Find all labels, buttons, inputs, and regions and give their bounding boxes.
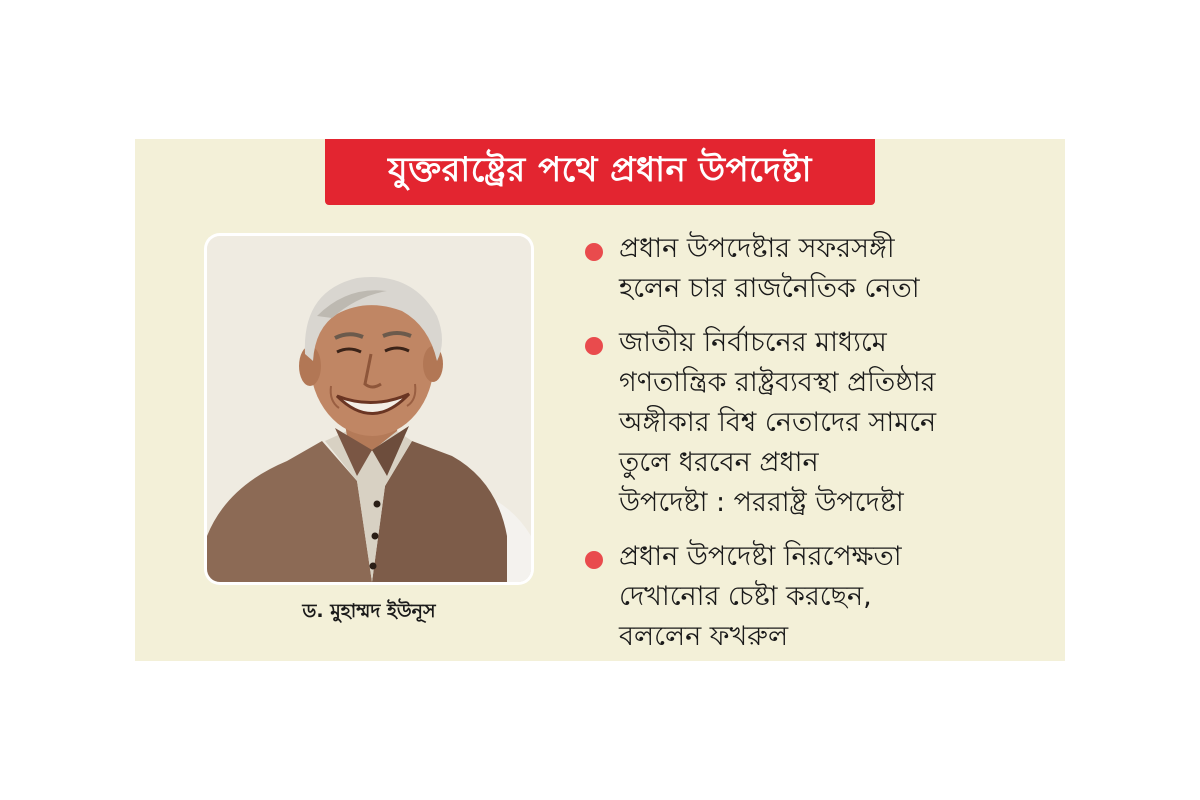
bullet-line: উপদেষ্টা : পররাষ্ট্র উপদেষ্টা [619,487,904,518]
bullet-dot-icon [585,243,603,261]
bullet-item [581,537,1051,657]
bullet-dot-icon [585,551,603,569]
photo-caption: ড. মুহাম্মদ ইউনূস [302,600,436,622]
bullet-line: প্রধান উপদেষ্টা নিরপেক্ষতা [619,541,902,572]
news-card [135,139,1065,661]
bullet-dot-icon [585,337,603,355]
bullet-item [581,323,1051,523]
bullet-line: দেখানোর চেষ্টা করছেন, [619,581,872,612]
bullet-line: তুলে ধরবেন প্রধান [619,447,819,478]
bullet-line: হলেন চার রাজনৈতিক নেতা [619,273,920,304]
bullet-line: জাতীয় নির্বাচনের মাধ্যমে [619,327,887,358]
portrait-photo [207,236,531,582]
bullet-line: অঙ্গীকার বিশ্ব নেতাদের সামনে [619,407,937,438]
headline: যুক্তরাষ্ট্রের পথে প্রধান উপদেষ্টা [388,149,812,190]
title-banner [325,139,875,205]
bullet-line: গণতান্ত্রিক রাষ্ট্রব্যবস্থা প্রতিষ্ঠার [619,367,936,398]
bullet-item [581,229,1051,309]
bullet-line: প্রধান উপদেষ্টার সফরসঙ্গী [619,233,895,264]
portrait-illustration [207,236,531,582]
portrait-frame [204,233,534,585]
bullet-line: বললেন ফখরুল [619,621,789,652]
bullet-list [581,229,1051,671]
